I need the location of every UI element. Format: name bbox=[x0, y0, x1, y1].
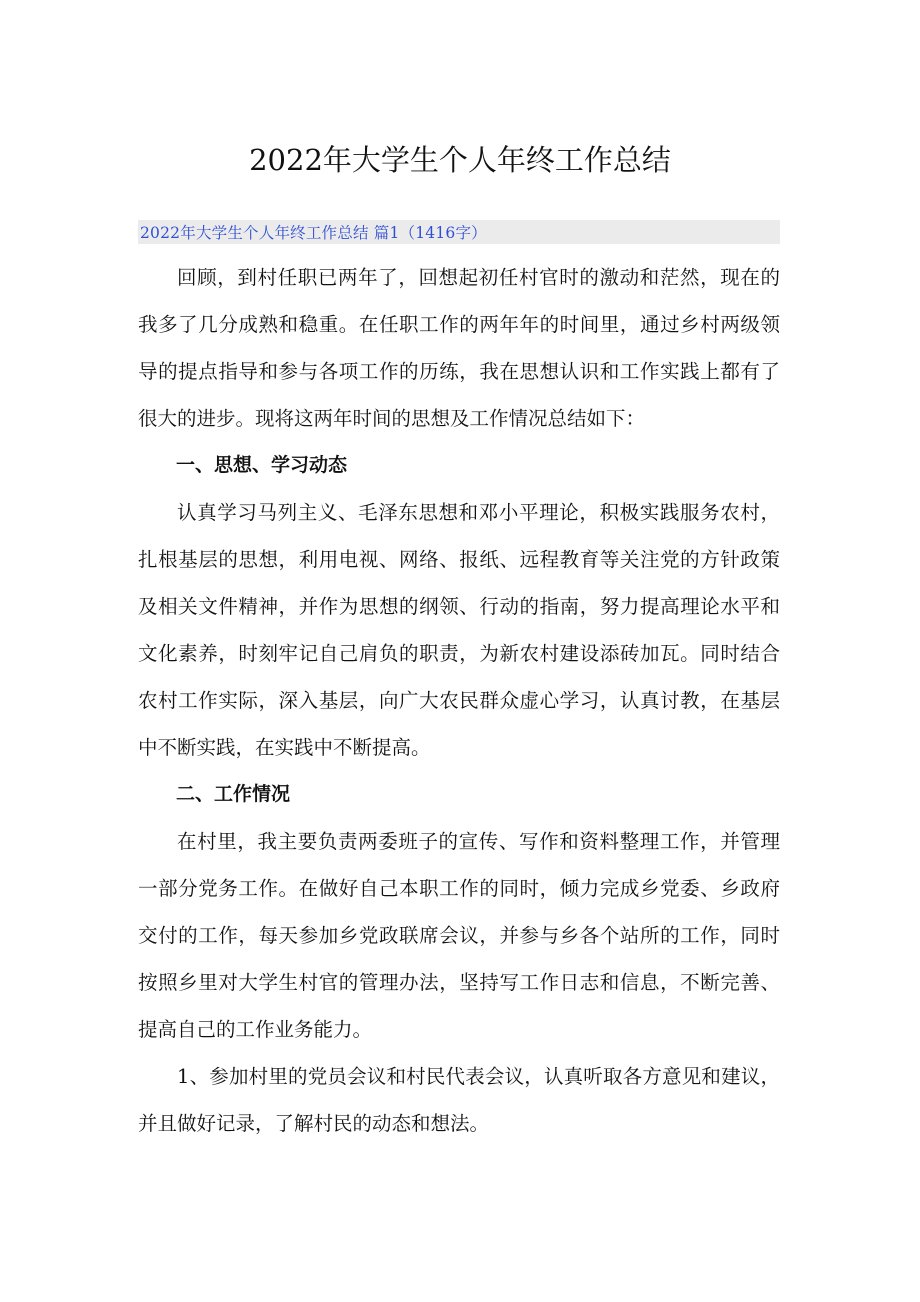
section-heading-2: 二、工作情况 bbox=[176, 783, 291, 805]
intro-paragraph: 回顾，到村任职已两年了，回想起初任村官时的激动和茫然，现在的我多了几分成熟和稳重。在任职工作的两年年的时间里，通过乡村两级领导的提点指导和参与各项工作的历练，我在思想认识和工作实践上都有了很大的进步。现将这两年时间的思想及工作情况总结如下： bbox=[138, 266, 780, 430]
section-heading-1: 一、思想、学习动态 bbox=[176, 454, 348, 476]
study-paragraph: 认真学习马列主义、毛泽东思想和邓小平理论，积极实践服务农村，扎根基层的思想，利用电视、网络、报纸、远程教育等关注党的方针政策及相关文件精神，并作为思想的纲领、行动的指南，努力提高理论水平和文化素养，时刻牢记自己肩负的职责，为新农村建设添砖加瓦。同时结合农村工作实际，深入基层，向广大农民群众虚心学习，认真讨教，在基层中不断实践，在实践中不断提高。 bbox=[138, 501, 780, 759]
work-paragraph: 在村里，我主要负责两委班子的宣传、写作和资料整理工作，并管理一部分党务工作。在做好自己本职工作的同时，倾力完成乡党委、乡政府交付的工作，每天参加乡党政联席会议，并参与乡各个站所的工作，同时按照乡里对大学生村官的管理办法，坚持写工作日志和信息，不断完善、提高自己的工作业务能力。 bbox=[138, 830, 780, 1041]
document-body bbox=[138, 254, 780, 1147]
toc-link[interactable]: 2022年大学生个人年终工作总结 篇1（1416字） bbox=[140, 224, 487, 242]
document-title: 2022年大学生个人年终工作总结 bbox=[249, 143, 671, 177]
toc-entry[interactable] bbox=[138, 220, 780, 244]
item-1-paragraph: 1、参加村里的党员会议和村民代表会议，认真听取各方意见和建议，并且做好记录，了解村民的动态和想法。 bbox=[138, 1065, 780, 1135]
